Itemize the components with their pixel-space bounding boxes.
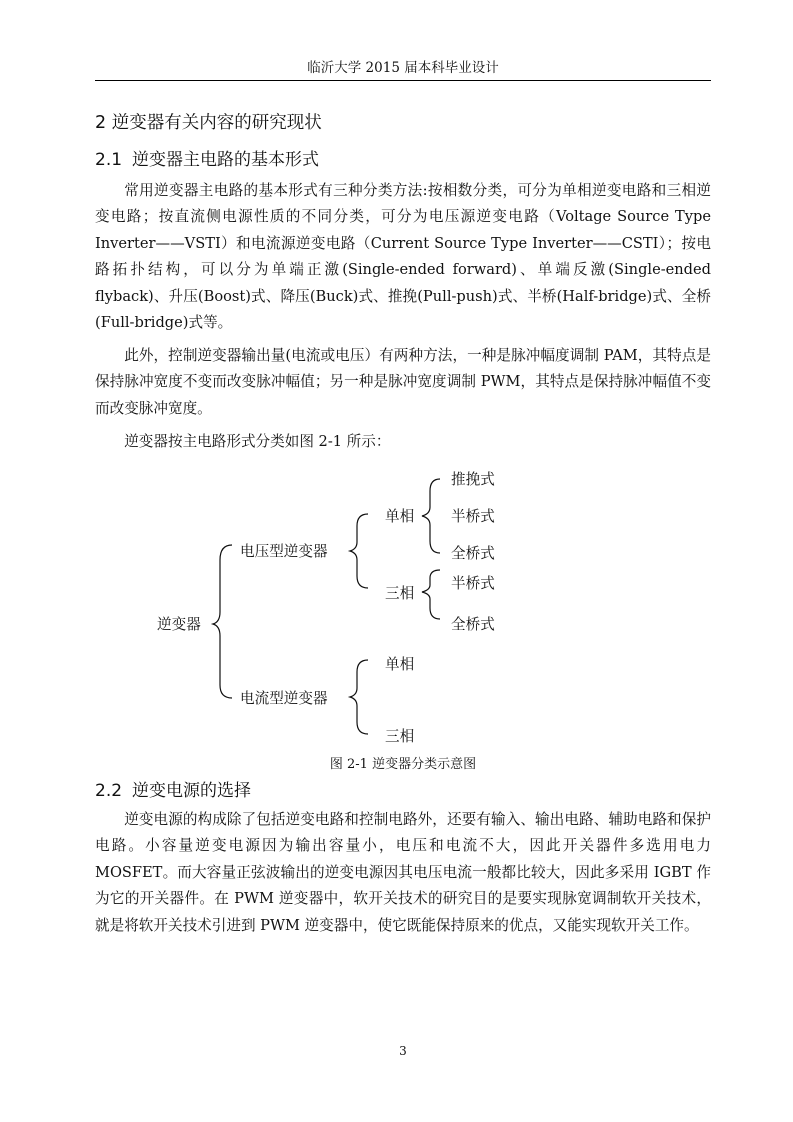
diagram-half-bridge-1-label: 半桥式 <box>451 508 495 525</box>
root-brace <box>213 545 232 698</box>
diagram-v-three-label: 三相 <box>385 585 415 602</box>
diagram-current-type-label: 电流型逆变器 <box>240 690 328 707</box>
running-header: 临沂大学 2015 届本科毕业设计 <box>307 60 499 76</box>
page-number: 3 <box>399 1044 407 1058</box>
section-2-2-title: 逆变电源的选择 <box>132 781 252 801</box>
voltage-brace <box>350 514 368 588</box>
v-single-brace <box>422 479 440 553</box>
section-2-2-number: 2.2 <box>95 781 123 801</box>
section-2-2-paragraph-1: 逆变电源的构成除了包括逆变电路和控制电路外，还要有输入、输出电路、辅助电路和保护电路。小容量逆变电源因为输出容量小，电压和电流不大，因此开关器件多选用电力 MOSFET。而大容量正弦波输出的逆变电源因其电压电流一般都比较大，因此多采用 IGBT 作为它的开关器件。在 PWM 逆变器中，软开关技术的研究目的是要实现脉宽调制软开关技术，就是将软开关技术引进到 PWM 逆变器中，使它既能保持原来的优点，又能实现软开关工作。 <box>95 811 711 934</box>
section-2-1-number: 2.1 <box>95 150 123 170</box>
section-2-1-title: 逆变器主电路的基本形式 <box>132 150 320 170</box>
diagram-push-pull-label: 推挽式 <box>451 471 495 488</box>
diagram-full-bridge-2-label: 全桥式 <box>451 616 495 633</box>
diagram-root-label: 逆变器 <box>157 616 201 633</box>
diagram-half-bridge-2-label: 半桥式 <box>451 575 495 592</box>
section-2-1-heading <box>95 147 319 173</box>
section-2-1-paragraph-1: 常用逆变器主电路的基本形式有三种分类方法:按相数分类，可分为单相逆变电路和三相逆变电路；按直流侧电源性质的不同分类，可分为电压源逆变电路（Voltage Source Type Inverter——VSTI）和电流源逆变电路（Current Source Type Inverter——CSTI）；按电路拓扑结构，可以分为单端正激(Single-ended forward)、单端反激(Single-ended flyback)、升压(Boost)式、降压(Buck)式、推挽(Pull-push)式、半桥(Half-bridge)式、全桥(Full-bridge)式等。 <box>95 182 711 332</box>
diagram-c-single-label: 单相 <box>385 656 415 673</box>
section-2-1-paragraph-2: 此外，控制逆变器输出量(电流或电压）有两种方法，一种是脉冲幅度调制 PAM，其特点是保持脉冲宽度不变而改变脉冲幅值；另一种是脉冲宽度调制 PWM，其特点是保持脉冲幅值不变而改变脉冲宽度。 <box>95 347 711 417</box>
diagram-full-bridge-1-label: 全桥式 <box>451 545 495 562</box>
header-rule <box>95 80 711 81</box>
diagram-v-single-label: 单相 <box>385 508 415 525</box>
current-brace <box>350 660 368 734</box>
diagram-c-three-label: 三相 <box>385 728 415 745</box>
v-three-brace <box>422 570 440 619</box>
section-2-heading: 2 逆变器有关内容的研究现状 <box>95 113 322 133</box>
figure-caption: 图 2-1 逆变器分类示意图 <box>329 757 477 772</box>
section-2-2-heading <box>95 778 251 804</box>
diagram-voltage-type-label: 电压型逆变器 <box>240 543 328 560</box>
section-2-1-paragraph-3: 逆变器按主电路形式分类如图 2-1 所示： <box>124 433 391 450</box>
